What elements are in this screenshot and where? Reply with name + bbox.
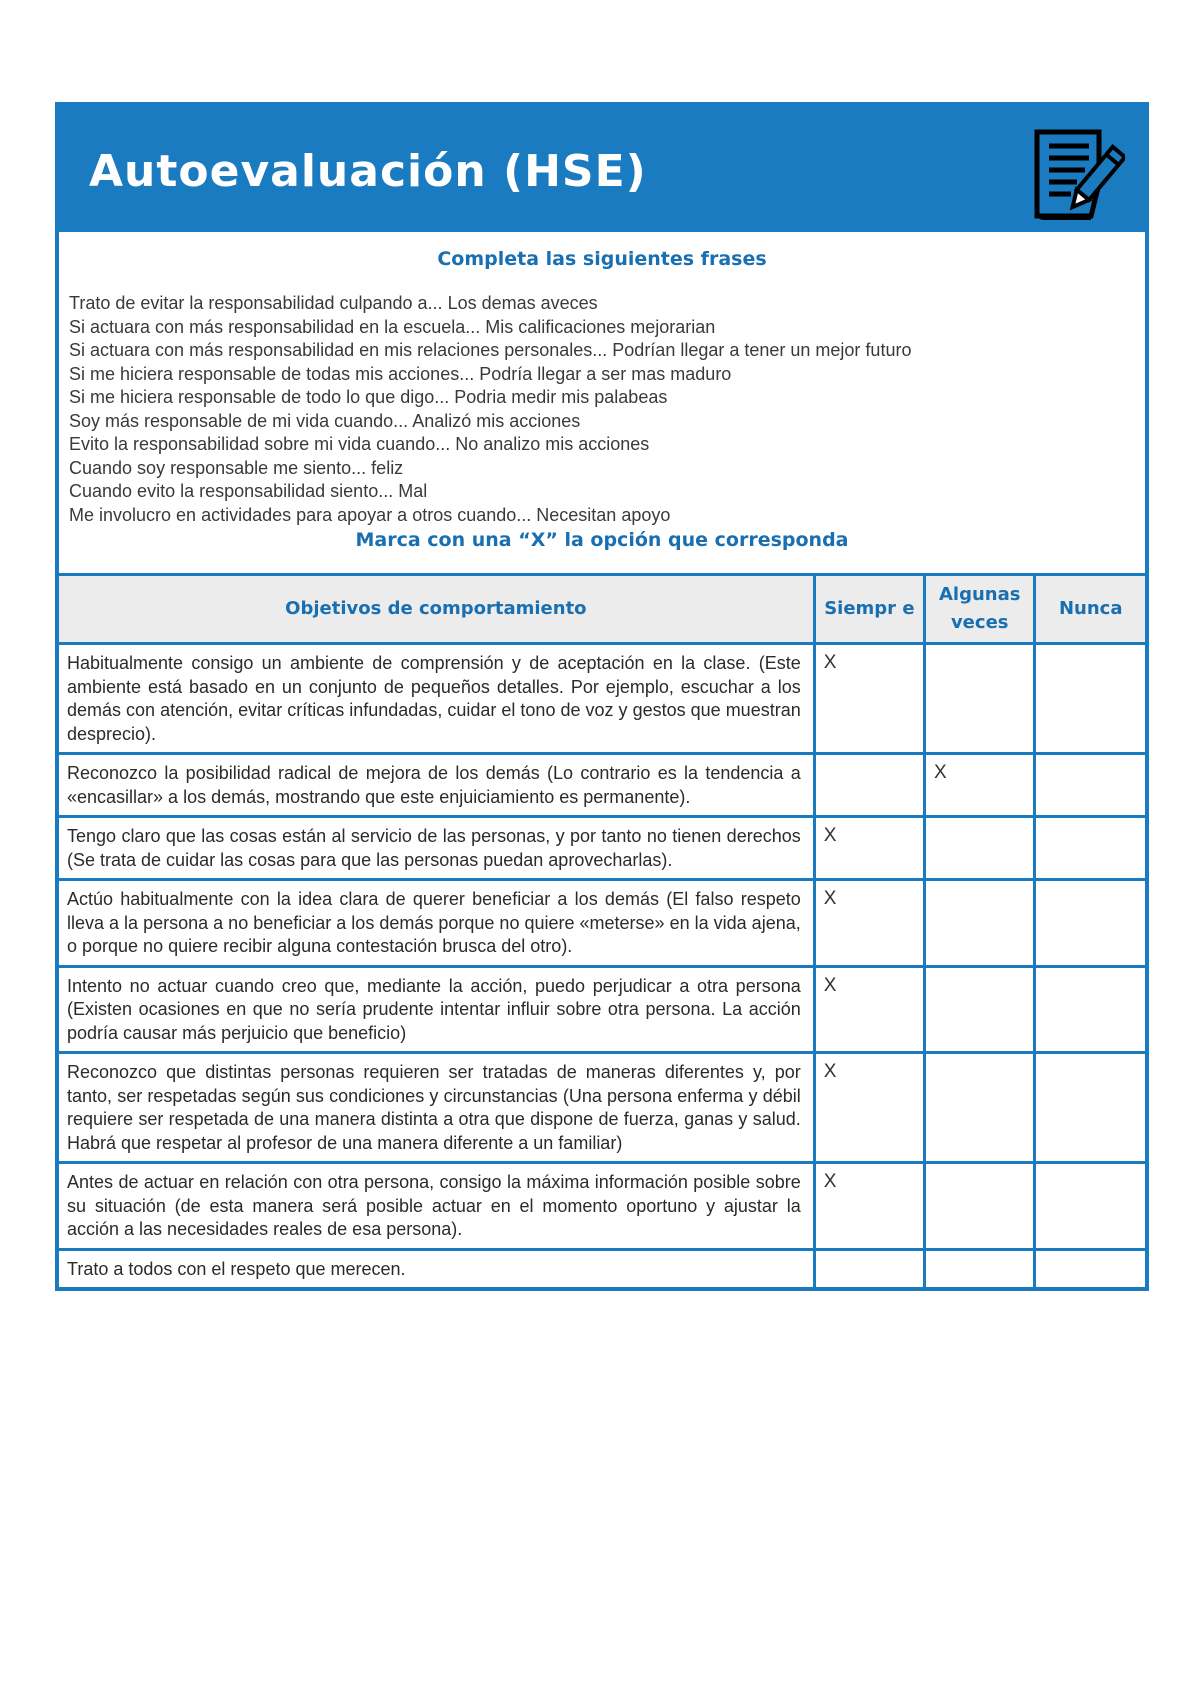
table-row	[59, 754, 1145, 817]
siempre-cell[interactable]: X	[814, 1053, 924, 1163]
header-banner	[59, 106, 1145, 232]
algunas-veces-cell[interactable]	[924, 1053, 1035, 1163]
header-siempre: Siempr e	[814, 575, 924, 644]
algunas-veces-cell[interactable]	[924, 1163, 1035, 1250]
objective-text: Antes de actuar en relación con otra persona, consigo la máxima información posible sobre su situación (de esta manera será posible actuar en el momento oportuno y ajustar la acción a las necesidades reales de esa persona).	[59, 1163, 814, 1250]
sentence-line[interactable]: Si actuara con más responsabilidad en mis relaciones personales... Podrían llegar a tener un mejor futuro	[69, 340, 912, 360]
objective-text: Tengo claro que las cosas están al servicio de las personas, y por tanto no tienen derechos (Se trata de cuidar las cosas para que las personas puedan aprovecharlas).	[59, 817, 814, 880]
algunas-veces-cell[interactable]	[924, 880, 1035, 967]
table-row	[59, 817, 1145, 880]
siempre-cell[interactable]: X	[814, 1163, 924, 1250]
objective-text: Actúo habitualmente con la idea clara de querer beneficiar a los demás (El falso respeto lleva a la persona a no beneficiar a los demás porque no quiere «meterse» en la vida ajena, o porque no quiere recibir alguna contestación brusca del otro).	[59, 880, 814, 967]
nunca-cell[interactable]	[1035, 817, 1145, 880]
objective-text: Reconozco la posibilidad radical de mejora de los demás (Lo contrario es la tendencia a «encasillar» a los demás, mostrando que este enjuiciamiento es permanente).	[59, 754, 814, 817]
page-title: Autoevaluación (HSE)	[89, 146, 647, 197]
algunas-veces-cell[interactable]	[924, 817, 1035, 880]
nunca-cell[interactable]	[1035, 880, 1145, 967]
self-evaluation-sheet	[55, 102, 1149, 1291]
objective-text: Intento no actuar cuando creo que, mediante la acción, puedo perjudicar a otra persona (Existen ocasiones en que no sería prudente intentar influir sobre otra persona. La acción podría causar más perjuicio que beneficio)	[59, 966, 814, 1053]
sentence-line[interactable]: Soy más responsable de mi vida cuando... Analizó mis acciones	[69, 410, 581, 431]
objective-text: Habitualmente consigo un ambiente de comprensión y de aceptación en la clase. (Este ambiente está basado en un conjunto de pequeños detalles. Por ejemplo, escuchar a los demás con atención, evitar críticas infundadas, cuidar el tono de voz y gestos que muestran desprecio).	[59, 644, 814, 754]
siempre-cell[interactable]: X	[814, 880, 924, 967]
nunca-cell[interactable]	[1035, 1053, 1145, 1163]
table-header-row	[59, 575, 1145, 644]
nunca-cell[interactable]	[1035, 1163, 1145, 1250]
siempre-cell[interactable]: X	[814, 817, 924, 880]
mark-instruction-title: Marca con una “X” la opción que corresponda	[355, 529, 849, 551]
nunca-cell[interactable]	[1035, 644, 1145, 754]
objective-text: Trato a todos con el respeto que merecen.	[59, 1249, 814, 1287]
complete-sentences-section	[59, 232, 1145, 551]
sentence-line[interactable]: Si actuara con más responsabilidad en la escuela... Mis calificaciones mejorarian	[69, 316, 716, 337]
objective-text: Reconozco que distintas personas requieren ser tratadas de maneras diferentes y, por tanto, ser respetadas según sus condiciones y circunstancias (Una persona enferma y débil requiere ser respetada de una manera distinta a otra que dispone de fuerza, ganas y salud. Habrá que respetar al profesor de una manera diferente a un familiar)	[59, 1053, 814, 1163]
algunas-veces-cell[interactable]	[924, 966, 1035, 1053]
document-pencil-icon	[1029, 126, 1125, 222]
sentence-line[interactable]: Trato de evitar la responsabilidad culpando a... Los demas aveces	[69, 293, 598, 313]
siempre-cell[interactable]	[814, 754, 924, 817]
algunas-veces-cell[interactable]	[924, 1249, 1035, 1287]
nunca-cell[interactable]	[1035, 1249, 1145, 1287]
table-row	[59, 880, 1145, 967]
algunas-veces-cell[interactable]	[924, 644, 1035, 754]
siempre-cell[interactable]: X	[814, 966, 924, 1053]
siempre-cell[interactable]	[814, 1249, 924, 1287]
sentence-line[interactable]: Cuando soy responsable me siento... feliz	[69, 457, 404, 478]
nunca-cell[interactable]	[1035, 754, 1145, 817]
table-row	[59, 966, 1145, 1053]
table-row	[59, 1249, 1145, 1287]
algunas-veces-cell[interactable]: X	[924, 754, 1035, 817]
complete-sentences-title: Completa las siguientes frases	[437, 248, 767, 270]
sentence-line[interactable]: Me involucro en actividades para apoyar a otros cuando... Necesitan apoyo	[69, 504, 671, 525]
siempre-cell[interactable]: X	[814, 644, 924, 754]
sentence-line[interactable]: Si me hiciera responsable de todo lo que digo... Podria medir mis palabeas	[69, 387, 668, 407]
header-algunas-veces: Algunas veces	[924, 575, 1035, 644]
header-nunca: Nunca	[1035, 575, 1145, 644]
table-row	[59, 1163, 1145, 1250]
table-row	[59, 644, 1145, 754]
nunca-cell[interactable]	[1035, 966, 1145, 1053]
sentence-line[interactable]: Si me hiciera responsable de todas mis acciones... Podría llegar a ser mas maduro	[69, 363, 732, 384]
header-objetivos: Objetivos de comportamiento	[59, 575, 814, 644]
sentence-line[interactable]: Evito la responsabilidad sobre mi vida cuando... No analizo mis acciones	[69, 434, 650, 454]
sentence-line[interactable]: Cuando evito la responsabilidad siento... Mal	[69, 481, 428, 501]
table-row	[59, 1053, 1145, 1163]
behavior-objectives-table	[59, 573, 1145, 1287]
